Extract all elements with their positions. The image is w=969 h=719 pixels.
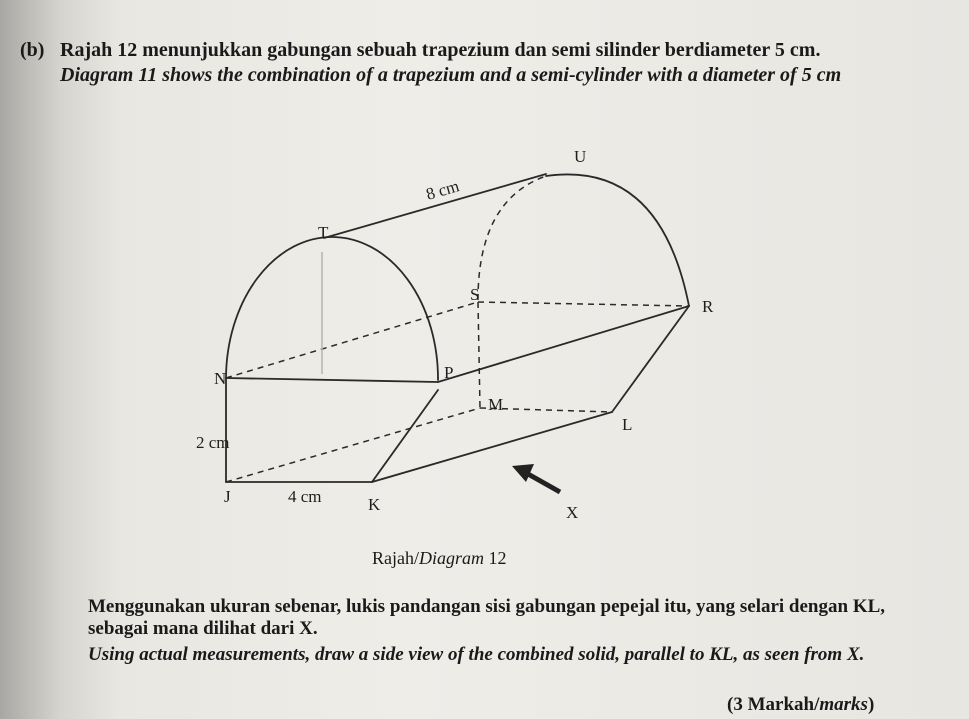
- edge-S-M-hidden: [478, 302, 480, 408]
- label-P: P: [444, 363, 454, 382]
- marks-allocation: [727, 694, 874, 716]
- diagram-caption: [372, 548, 507, 569]
- marks-close: ): [867, 694, 875, 715]
- label-J: J: [224, 487, 231, 506]
- edge-S-R-hidden: [478, 302, 689, 306]
- edge-N-S-hidden: [226, 302, 478, 378]
- label-S: S: [470, 285, 480, 304]
- label-U: U: [574, 147, 587, 166]
- label-M: M: [488, 395, 504, 414]
- dimension-base: 4 cm: [288, 487, 322, 506]
- instruction-malay: Menggunakan ukuran sebenar, lukis pandangan sisi gabungan pepejal itu, yang selari dengan KL, sebagai mana dilihat dari X.: [88, 596, 886, 639]
- front-semicircle-arc: [226, 237, 438, 380]
- back-semicircle-arc-hidden: [478, 176, 546, 300]
- label-X: X: [566, 503, 579, 522]
- edge-N-P: [226, 378, 438, 382]
- view-direction-arrow: [512, 464, 560, 492]
- instruction-english: Using actual measurements, draw a side view of the combined solid, parallel to KL, as seen from X.: [88, 644, 865, 665]
- label-N: N: [214, 369, 227, 388]
- label-K: K: [368, 495, 381, 514]
- caption-number: 12: [488, 548, 507, 568]
- edge-P-K: [372, 390, 438, 482]
- instruction-block: [88, 596, 948, 666]
- edge-R-L: [612, 306, 689, 412]
- caption-malay: Rajah/: [372, 548, 419, 568]
- question-english-text: Diagram 11 shows the combination of a trapezium and a semi-cylinder with a diameter of 5 cm: [60, 64, 842, 86]
- edge-P-R: [438, 306, 689, 382]
- marks-english: marks: [819, 694, 868, 715]
- edge-J-M-hidden: [226, 408, 480, 482]
- back-semicircle-arc-solid: [546, 174, 689, 306]
- question-malay-text: Rajah 12 menunjukkan gabungan sebuah trapezium dan semi silinder berdiameter 5 cm.: [60, 39, 821, 61]
- marks-malay: (3 Markah/: [727, 694, 820, 715]
- dimension-length: 8 cm: [423, 176, 462, 204]
- question-part-number: (b): [20, 39, 45, 61]
- label-L: L: [622, 415, 633, 434]
- caption-english: Diagram: [419, 548, 485, 568]
- edge-K-L: [372, 412, 612, 482]
- label-T: T: [318, 223, 329, 242]
- dimension-height: 2 cm: [196, 433, 230, 452]
- label-R: R: [702, 297, 714, 316]
